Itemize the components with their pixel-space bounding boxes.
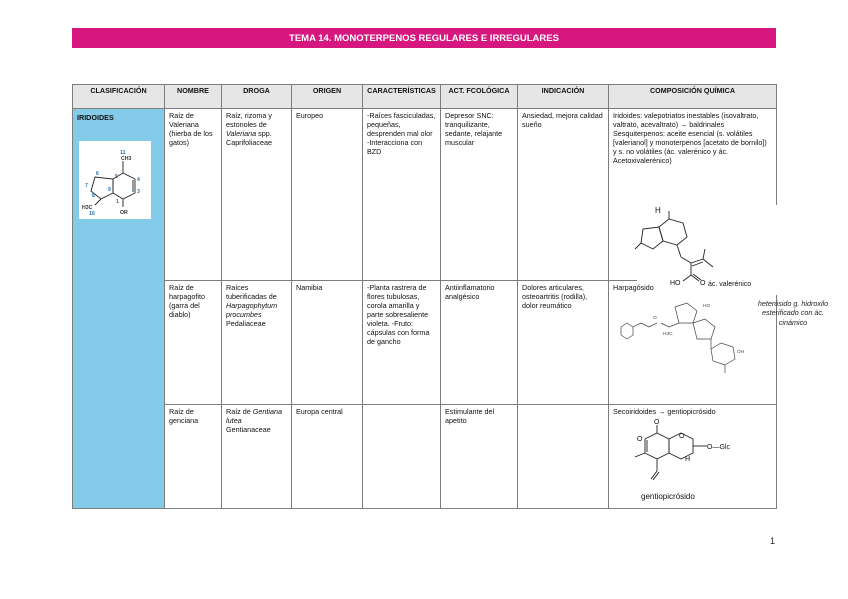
header-composicion: COMPOSICIÓN QUÍMICA [609,85,777,109]
composicion-line: Harpagósido [613,283,654,292]
header-indicacion: INDICACIÓN [518,85,609,109]
structure-label: H3C [663,332,673,337]
monoterpenes-table [72,84,829,509]
header-nombre: NOMBRE [165,85,222,109]
classification-cell [73,109,165,509]
structure-label: 3 [137,189,140,195]
droga-suffix: spp. [258,129,272,138]
classification-label: IRIDOIDES [77,113,114,122]
structure-label: 10 [89,211,95,217]
droga-family: Pedaliaceae [226,319,266,328]
table-row [73,281,777,405]
table-row [73,109,777,281]
cell-droga [222,281,292,405]
structure-label: CH3 [121,156,132,162]
structure-label: 1 [116,199,119,205]
droga-species: Harpagophytum procumbes [226,301,278,319]
cell-actividad: Estimulante del apetito [441,405,518,509]
composicion-line: Iridoides: valepotriatos inestables (isovaltrato, valtrato, acevaltrato) → baldrinales [613,111,759,129]
cell-composicion [609,281,829,405]
structure-label: H [685,456,691,463]
structure-label: 9 [108,187,111,193]
cell-nombre: Raíz de Valeriana (hierba de los gatos) [165,109,222,281]
cell-droga [222,109,292,281]
structure-caption: ác. valerénico [708,281,752,288]
droga-text: Raíces tuberificadas de [226,283,277,301]
cell-indicacion [518,405,609,509]
structure-label: O [679,433,685,440]
header-actividad: ACT. FCOLÓGICA [441,85,518,109]
cell-origen: Europeo [292,109,363,281]
structure-label: 4 [137,177,140,183]
cell-caracteristicas [363,281,441,405]
table-header-row [73,85,777,109]
structure-label: O [654,419,660,426]
cell-origen: Namibia [292,281,363,405]
cell-caracteristicas [363,109,441,281]
cell-nombre: Raíz de harpagofito (garra del diablo) [165,281,222,405]
cell-nombre: Raíz de genciana [165,405,222,509]
iridoid-structure [79,141,151,219]
cell-caracteristicas [363,405,441,509]
structure-label: O [653,316,657,321]
structure-label: HO [670,280,681,287]
structure-label: H3C [82,205,93,211]
structure-label: O [700,280,706,287]
harpagoside-structure [615,297,745,381]
droga-text: Raíz de [226,407,251,416]
cell-indicacion: Ansiedad, mejora calidad sueño [518,109,609,281]
header-origen: ORIGEN [292,85,363,109]
structure-label: H [655,206,661,215]
droga-family: Caprifoliaceae [226,138,272,147]
droga-genus: Valeriana [226,129,257,138]
structure-label: 5 [115,174,118,180]
composicion-line: Secoiridoides → gentiopicrósido [613,407,716,416]
structure-label: 11 [120,150,126,156]
table-row [73,405,777,509]
droga-family: Gentianaceae [226,425,271,434]
droga-text: Raíz, rizoma y estonoles de [226,111,272,129]
droga-species: Gentiana lutea [226,407,282,425]
caracteristica-line: -Planta rastrera de flores tubulosas, corola amarilla y parte sobresaliente violeta. -Fruto: cápsulas con forma de gancho [367,283,430,346]
composicion-line: Sesquiterpenos: aceite esencial (s. volátiles [valerianol] y monoterpenos [acetato de bornilo]) y s. no volátiles (ác. valerénico y ác. Acetoxivalerénico) [613,129,767,165]
page-number: 1 [770,536,776,546]
page-title: TEMA 14. MONOTERPENOS REGULARES E IRREGULARES [72,28,776,48]
structure-label: O—Glc [707,444,730,451]
gentiopicroside-structure [623,419,753,505]
caracteristica-line: -Raíces fasciculadas, pequeñas, desprenden mal olor [367,111,436,138]
cell-actividad: Depresor SNC: tranquilizante, sedante, relajante muscular [441,109,518,281]
cell-composicion [609,405,777,509]
header-caracteristicas: CARACTERÍSTICAS [363,85,441,109]
structure-label: 7 [85,183,88,189]
structure-caption: gentiopicrósido [641,492,695,501]
structure-label: O [637,436,643,443]
cell-indicacion: Dolores articulares, osteoartritis (rodilla), dolor reumático [518,281,609,405]
cell-droga [222,405,292,509]
caracteristica-line: -Interacciona con BZD [367,138,423,156]
harpagoside-note: heterósido g. hidroxilo esterificado con ác. cinámico [757,299,829,327]
structure-label: HO [703,304,711,309]
cell-origen: Europa central [292,405,363,509]
header-clasificacion: CLASIFICACIÓN [73,85,165,109]
structure-label: 8 [92,193,95,199]
structure-label: 6 [96,171,99,177]
header-droga: DROGA [222,85,292,109]
cell-actividad: Antiinflamatorio analgésico [441,281,518,405]
structure-label: OR [120,210,128,216]
structure-label: OH [737,350,745,355]
